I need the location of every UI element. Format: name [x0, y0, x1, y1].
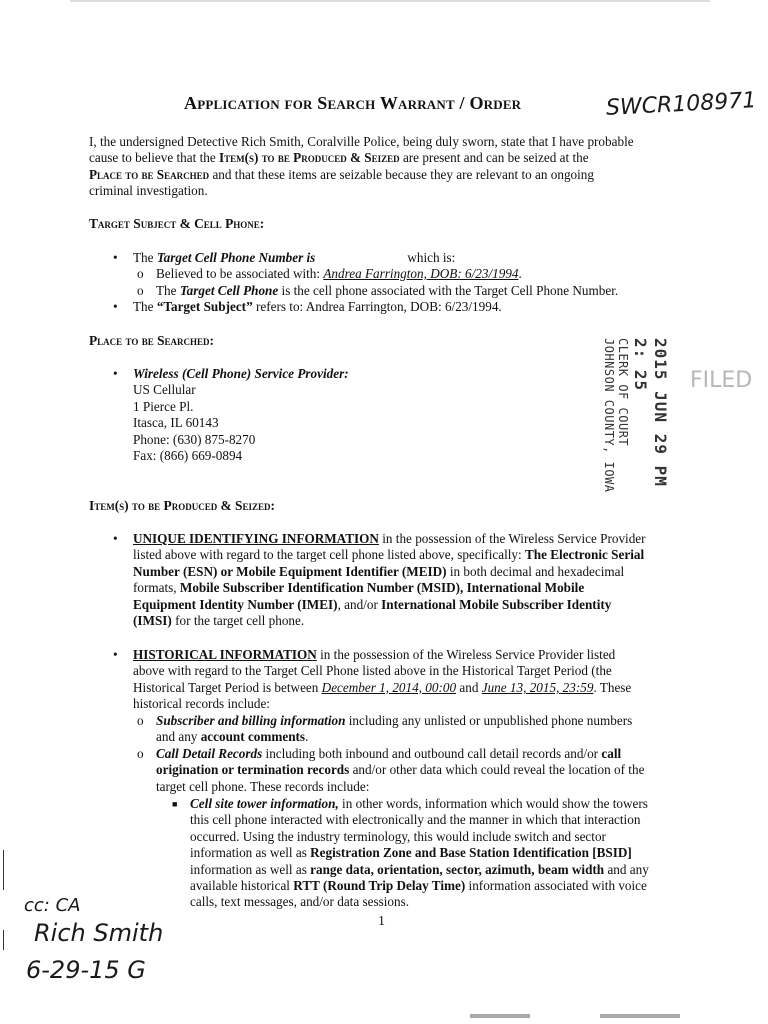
bullet-dot: •	[113, 366, 118, 381]
document-title: Application for Search Warrant / Order	[184, 93, 522, 113]
scan-bottom-edge-mark	[600, 1014, 680, 1018]
historical-info-label: HISTORICAL INFORMATION	[133, 647, 317, 662]
bullet-dot: •	[113, 299, 118, 314]
provider-details	[133, 366, 533, 464]
cell-site-tower-item: Cell site tower information, in other words, information which would show the towers this cell phone interacted with electronically and the manner in which that interaction occurred. Using the industry terminology, this would include switch and sector information as well as Registration Zone and Base Station Identification [BSID] information as well as range data, orientation, sector, azimuth, beam width and any available historical RTT (Round Trip Delay Time) information associated with voice calls, text messages, and/or data sessions.	[190, 796, 649, 910]
provider-line: Fax: (866) 669-0894	[133, 448, 243, 464]
page-number: 1	[378, 914, 385, 929]
sub-bullet-circle: o	[137, 713, 144, 728]
sub-bullet-circle: o	[137, 746, 144, 761]
unique-info-text: UNIQUE IDENTIFYING INFORMATION in the possession of the Wireless Service Provider listed above with regard to the target cell phone listed above, specifically: The Electronic Serial Number (ESN) or Mobile Equipment Identifier (MEID) in both decimal and hexadecimal formats, Mobile Subscriber Identification Number (MSID), International Mobile Equipment Identity Number (IMEI), and/or International Mobile Subscriber Identity (IMSI) for the target cell phone.	[133, 531, 646, 629]
provider-label: Wireless (Cell Phone) Service Provider:	[133, 366, 349, 381]
bullet-dot: •	[113, 531, 118, 546]
target-cell-phone-item: The Target Cell Phone is the cell phone associated with the Target Cell Phone Number.	[156, 283, 619, 298]
stamp-clerk: CLERK OF COURT	[616, 338, 630, 447]
filed-stamp: FILED	[690, 368, 753, 393]
scan-left-edge-mark	[3, 930, 4, 950]
handwritten-case-number: SWCR108971	[605, 88, 757, 121]
handwritten-signature: Rich Smith	[34, 919, 164, 947]
clerk-filing-stamp	[590, 338, 670, 498]
provider-line: 1 Pierce Pl.	[133, 398, 194, 414]
intro-line: cause to believe that the Item(s) to be Produced & Seized are present and can be seized at the	[89, 150, 589, 166]
target-subject-item: The “Target Subject” refers to: Andrea Farrington, DOB: 6/23/1994.	[133, 299, 502, 314]
provider-line: US Cellular	[133, 382, 196, 398]
bullet-dot: •	[113, 647, 118, 662]
scan-left-edge-mark	[3, 850, 4, 890]
unique-info-label: UNIQUE IDENTIFYING INFORMATION	[133, 531, 379, 546]
call-detail-records-item: Call Detail Records including both inbound and outbound call detail records and/or call origination or termination records and/or other data which could reveal the location of the target cell phone. These records include:	[156, 746, 645, 794]
items-heading: Item(s) to be Produced & Seized:	[89, 498, 275, 513]
bullet-dot: •	[113, 250, 118, 265]
target-subject-heading: Target Subject & Cell Phone:	[89, 216, 265, 231]
sub-bullet-circle: o	[137, 266, 144, 281]
stamp-date-time: 2015 JUN 29 PM 2: 25	[631, 338, 670, 487]
square-bullet: ■	[172, 799, 178, 809]
intro-line: criminal investigation.	[89, 183, 208, 199]
handwritten-cc-note: cc: CA	[24, 895, 81, 916]
intro-line: Place to be Searched and that these items are seizable because they are relevant to an ongoing	[89, 166, 594, 182]
scan-top-edge	[70, 0, 710, 2]
associated-person-item: Believed to be associated with: Andrea Farrington, DOB: 6/23/1994.	[156, 266, 522, 281]
handwritten-date: 6-29-15 G	[26, 956, 146, 984]
place-to-be-searched-heading: Place to be Searched:	[89, 333, 214, 348]
subscriber-billing-item: Subscriber and billing information including any unlisted or unpublished phone numbers and any account comments.	[156, 713, 633, 745]
stamp-text	[602, 338, 670, 498]
stamp-county: JOHNSON COUNTY, IOWA	[602, 338, 616, 493]
intro-paragraph	[89, 134, 689, 200]
target-subject-list	[0, 250, 768, 320]
scan-bottom-edge-mark	[470, 1014, 530, 1018]
provider-line: Phone: (630) 875-8270	[133, 431, 256, 447]
provider-line: Itasca, IL 60143	[133, 415, 219, 431]
sub-bullet-circle: o	[137, 283, 144, 298]
provider-block	[0, 366, 560, 476]
period-start: December 1, 2014, 00:00	[321, 679, 457, 695]
historical-info-block	[0, 647, 768, 917]
historical-info-text: HISTORICAL INFORMATION in the possession of the Wireless Service Provider listed above with regard to the Target Cell Phone listed above in the Historical Target Period (the Historical Target Period is between December 1, 2014, 00:00 and June 13, 2015, 23:59. These historical records include:	[133, 647, 632, 712]
target-phone-number-item: The Target Cell Phone Number is which is:	[133, 250, 456, 265]
period-end: June 13, 2015, 23:59	[481, 679, 594, 695]
unique-info-block	[0, 531, 768, 631]
intro-line: I, the undersigned Detective Rich Smith, Coralville Police, being duly sworn, state that I have probable	[89, 134, 634, 149]
